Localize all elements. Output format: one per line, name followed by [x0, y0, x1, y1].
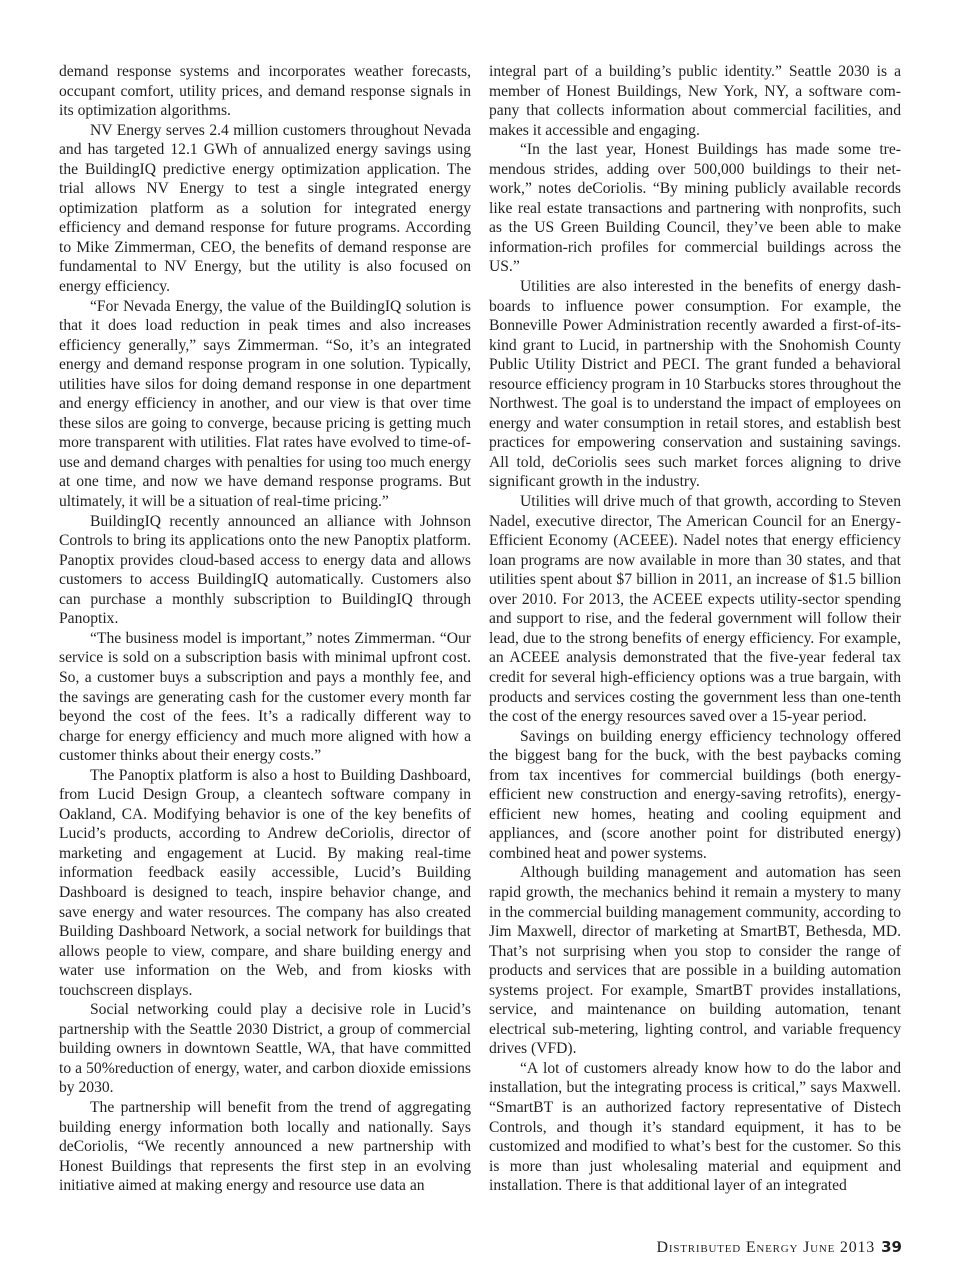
page-footer: [657, 1238, 903, 1257]
paragraph: “In the last year, Honest Buildings has made some tremendous strides, adding over 500,000 buildings to their network,” notes deCoriolis. “By mining publicly available records like real estate transactions and partnering with nonprofits, such as the US Green Building Council, they’ve been able to make information-rich profiles for commercial buildings across the US.”: [489, 141, 901, 276]
paragraph: demand response systems and incorporates weather forecasts, occupant comfort, utility prices, and demand response signals in its optimization algorithms.: [59, 63, 471, 120]
right-text-column: [489, 62, 901, 1196]
paragraph: Utilities will drive much of that growth, according to Steven Nadel, executive director, The American Council for an Energy-Efficient Economy (ACEEE). Nadel notes that energy efficiency loan programs are now available in more than 30 states, and that utilities spent about $7 billion in 2011, an increase of $1.5 billion over 2010. For 2013, the ACEEE expects utility-sector spending and support to rise, and the federal government will follow their lead, due to the strong benefits of energy efficiency. For example, an ACEEE analysis demonstrated that the five-year federal tax credit for several high-efficiency options was a true bargain, with products and services costing the government less than one-tenth the cost of the energy resources saved over a 15-year period.: [489, 493, 901, 726]
page-number: 39: [881, 1238, 902, 1256]
paragraph: Savings on building energy efficiency technology offered the biggest bang for the buck, with the best paybacks coming from tax incentives for commercial buildings (both energy-efficient new construction and energy-saving retrofits), energy-efficient new homes, heating and cooling equipment and appliances, and (score another point for distributed energy) combined heat and power systems.: [489, 727, 901, 862]
paragraph: The partnership will benefit from the trend of aggregating building energy information both locally and nationally. Says deCoriolis, “We recently announced a new partnership with Honest Buildings that represents the first step in an evolving initiative aimed at making energy and resource use data an: [59, 1098, 471, 1195]
left-text-column: [59, 62, 471, 1196]
paragraph: BuildingIQ recently announced an alliance with Johnson Controls to bring its applications onto the new Panoptix platform. Panoptix provides cloud-based access to energy data and allows customers to access BuildingIQ automatically. Customers also can purchase a monthly subscription to BuildingIQ through Panoptix.: [59, 512, 471, 628]
paragraph: Utilities are also interested in the benefits of energy dashboards to influence power consumption. For example, the Bonneville Power Administration recently awarded a first-of-its-kind grant to Lucid, in partnership with the Snohomish County Public Utility District and PECI. The grant funded a behavioral resource efficiency program in 10 Starbucks stores throughout the Northwest. The goal is to understand the impact of employees on energy and water consumption in retail stores, and establish best practices for empowering conservation and sustaining savings. All told, deCoriolis sees such market forces aligning to drive significant growth in the industry.: [489, 278, 901, 491]
paragraph: “For Nevada Energy, the value of the BuildingIQ solution is that it does load reduction in peak times and also increases efficiency generally,” says Zimmerman. “So, it’s an integrated energy and demand response program in one solution. Typically, utilities have silos for doing demand response in one department and energy efficiency in another, and our view is that over time these silos are going to converge, because pricing is getting much more transparent with utilities. Flat rates have evolved to time-of-use and demand charges with penalties for using too much energy at one time, and now we have demand response programs. But ultimately, it will be a situation of real-time pricing.”: [59, 297, 471, 511]
paragraph: Social networking could play a decisive role in Lucid’s partnership with the Seattle 2030 District, a group of commercial building owners in downtown Seattle, WA, that have committed to a 50%reduction of energy, water, and carbon dioxide emissions by 2030.: [59, 1001, 471, 1097]
paragraph: NV Energy serves 2.4 million customers throughout Nevada and has targeted 12.1 GWh of annualized energy savings using the BuildingIQ predictive energy optimization application. The trial allows NV Energy to test a single integrated energy optimization platform as a solution for integrated energy efficiency and demand response for future programs. According to Mike Zimmerman, CEO, the benefits of demand response are fundamental to NV Energy, but the utility is also focused on energy efficiency.: [59, 121, 471, 296]
paragraph: integral part of a building’s public identity.” Seattle 2030 is a member of Honest Buildings, New York, NY, a software company that collects information about commercial facilities, and makes it accessible and engaging.: [489, 63, 901, 139]
paragraph: “The business model is important,” notes Zimmerman. “Our service is sold on a subscription basis with minimal upfront cost. So, a customer buys a subscription and pays a monthly fee, and the savings are generating cash for the customer every month far beyond the cost of the fees. It’s a radically different way to charge for energy efficiency and much more aligned with how a customer thinks about their energy costs.”: [59, 629, 471, 765]
paragraph: The Panoptix platform is also a host to Building Dashboard, from Lucid Design Group, a cleantech software company in Oakland, CA. Modifying behavior is one of the key benefits of Lucid’s products, according to Andrew deCoriolis, director of marketing and engagement at Lucid. By making real-time information feedback easily accessible, Lucid’s Building Dashboard is designed to teach, inspire behavior change, and save energy and water resources. The company has also created Building Dashboard Network, a social network for buildings that allows people to view, compare, and share building energy and water use information on the Web, and from kiosks with touchscreen displays.: [59, 766, 471, 999]
publication-line: Distributed Energy June 2013: [656, 1239, 876, 1256]
paragraph: “A lot of customers already know how to do the labor and installation, but the integrating process is critical,” says Maxwell. “SmartBT is an authorized factory representative of Distech Controls, and though it’s standard equipment, it has to be customized and modified to what’s best for the customer. So this is more than just wholesaling material and equipment and installation. There is that additional layer of an integrated: [489, 1059, 901, 1195]
paragraph: Although building management and automation has seen rapid growth, the mechanics behind it remain a mystery to many in the commercial building management community, according to Jim Maxwell, director of marketing at SmartBT, Bethesda, MD. That’s not surprising when you stop to consider the range of products and services that are possible in a building automation systems project. For example, SmartBT provides installations, service, and maintenance on building automation, tenant electrical sub-metering, lighting control, and variable frequency drives (VFD).: [489, 864, 901, 1058]
